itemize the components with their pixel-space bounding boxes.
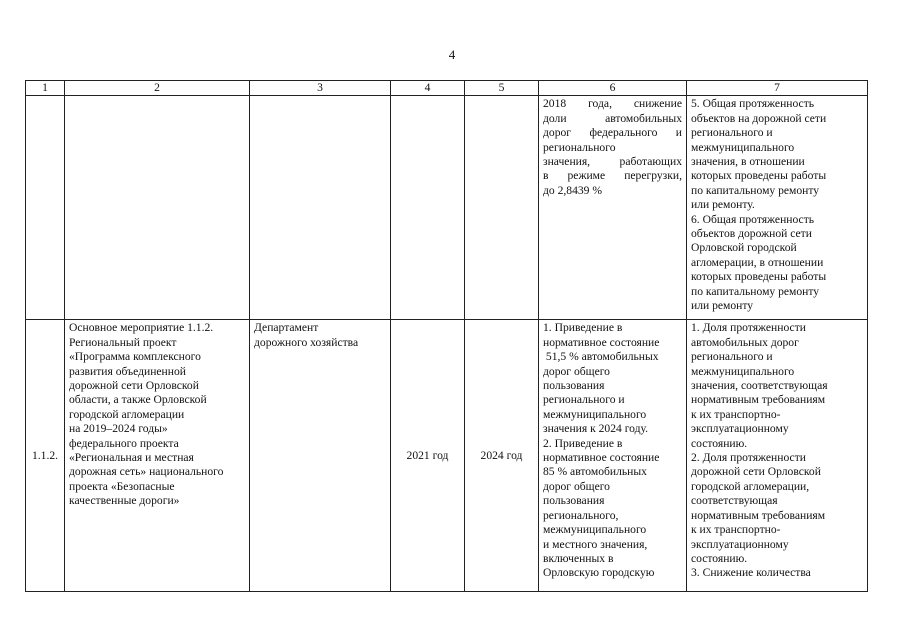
text-line: городской агломерации	[69, 407, 185, 421]
text-line: пользования	[543, 494, 605, 508]
text-line: или ремонту	[691, 299, 754, 313]
text-line: 1. Доля протяженности	[691, 321, 806, 335]
header-cell-1: 1	[26, 81, 65, 96]
text-line: регионального и	[543, 393, 625, 407]
header-cell-6: 6	[539, 81, 687, 96]
text-line: значения, работающих	[543, 155, 682, 169]
text-line: эксплуатационному	[691, 537, 789, 551]
header-row	[26, 81, 868, 96]
text-line: дорог общего	[543, 364, 610, 378]
text-line: межмуниципального	[543, 407, 647, 421]
text-line: пользования	[543, 379, 605, 393]
text-line: 6. Общая протяженность	[691, 212, 815, 226]
text-line: значения к 2024 году.	[543, 422, 649, 436]
text-line: объектов дорожной сети	[691, 227, 812, 241]
text-line: состоянию.	[691, 436, 748, 450]
text-line: которых проведены работы	[691, 270, 827, 284]
text-line: 2018 года, снижение	[543, 97, 682, 111]
text-line: проекта «Безопасные	[69, 479, 175, 493]
row-a-start-cell	[391, 96, 465, 320]
row-a-indicator-cell	[687, 96, 868, 320]
text-line: регионального,	[543, 508, 619, 522]
text-line: агломерации, в отношении	[691, 255, 824, 269]
text-line: до 2,8439 %	[543, 183, 603, 197]
text-line: нормативное состояние	[543, 335, 660, 349]
row-a-name-cell	[65, 96, 250, 320]
text-line: по капитальному ремонту	[691, 284, 820, 298]
text-line: дорожной сети Орловской	[69, 379, 199, 393]
text-line: которых проведены работы	[691, 169, 827, 183]
text-line: «Программа комплексного	[69, 350, 201, 364]
text-line: нормативным требованиям	[691, 393, 826, 407]
row-a-end-cell	[465, 96, 539, 320]
header-cell-7: 7	[687, 81, 868, 96]
text-line: эксплуатационному	[691, 422, 789, 436]
text-line: Орловской городской	[691, 241, 797, 255]
text-line: регионального и	[691, 350, 773, 364]
text-line: включенных в	[543, 551, 614, 565]
program-table	[25, 80, 868, 592]
text-line: развития объединенной	[69, 364, 186, 378]
header-cell-5: 5	[465, 81, 539, 96]
text-line: 2. Приведение в	[543, 436, 623, 450]
text-line: дорог федерального и	[543, 126, 682, 140]
row-b-start-cell: 2021 год	[391, 320, 465, 592]
header-cell-2: 2	[65, 81, 250, 96]
text-line: по капитальному ремонту	[691, 183, 820, 197]
row-b-number-cell: 1.1.2.	[26, 320, 65, 592]
text-line: межмуниципального	[543, 523, 647, 537]
row-b-executor-cell	[250, 320, 391, 592]
text-line: межмуниципального	[691, 364, 795, 378]
table-row	[26, 96, 868, 320]
text-line: нормативным требованиям	[691, 508, 826, 522]
text-line: 51,5 % автомобильных	[543, 350, 659, 364]
text-line: дорожная сеть» национального	[69, 465, 224, 479]
text-line: в режиме перегрузки,	[543, 169, 682, 183]
header-cell-4: 4	[391, 81, 465, 96]
text-line: Департамент	[254, 321, 319, 335]
text-line: области, а также Орловской	[69, 393, 207, 407]
text-line: объектов на дорожной сети	[691, 111, 827, 125]
text-line: регионального и	[691, 126, 773, 140]
text-line: 85 % автомобильных	[543, 465, 647, 479]
text-line: значения, в отношении	[691, 155, 805, 169]
page-number: 4	[448, 47, 456, 62]
text-line: 2. Доля протяженности	[691, 451, 806, 465]
text-line: 5. Общая протяженность	[691, 97, 815, 111]
text-line: соответствующая	[691, 494, 778, 508]
row-a-executor-cell	[250, 96, 391, 320]
text-line: нормативное состояние	[543, 451, 660, 465]
text-line: автомобильных дорог	[691, 335, 799, 349]
text-line: Региональный проект	[69, 335, 177, 349]
text-line: на 2019–2024 годы»	[69, 422, 168, 436]
text-line: дорог общего	[543, 479, 610, 493]
row-b-indicator-cell	[687, 320, 868, 592]
row-a-number-cell	[26, 96, 65, 320]
row-b-result-cell	[539, 320, 687, 592]
header-cell-3: 3	[250, 81, 391, 96]
row-b-end-cell: 2024 год	[465, 320, 539, 592]
text-line: и местного значения,	[543, 537, 648, 551]
text-line: регионального	[543, 140, 616, 154]
text-line: «Региональная и местная	[69, 451, 194, 465]
text-line: Орловскую городскую	[543, 566, 655, 580]
row-a-result-cell	[539, 96, 687, 320]
text-line: дорожной сети Орловской	[691, 465, 821, 479]
text-line: 3. Снижение количества	[691, 566, 811, 580]
text-line: качественные дороги»	[69, 494, 180, 508]
text-line: 1. Приведение в	[543, 321, 623, 335]
text-line: дорожного хозяйства	[254, 335, 359, 349]
text-line: городской агломерации,	[691, 479, 810, 493]
text-line: к их транспортно-	[691, 523, 781, 537]
text-line: к их транспортно-	[691, 407, 781, 421]
text-line: межмуниципального	[691, 140, 795, 154]
row-b-name-cell	[65, 320, 250, 592]
text-line: значения, соответствующая	[691, 379, 828, 393]
text-line: федерального проекта	[69, 436, 179, 450]
text-line: состоянию.	[691, 551, 748, 565]
text-line: доли автомобильных	[543, 111, 682, 125]
text-line: Основное мероприятие 1.1.2.	[69, 321, 214, 335]
table-row	[26, 320, 868, 592]
text-line: или ремонту.	[691, 198, 755, 212]
